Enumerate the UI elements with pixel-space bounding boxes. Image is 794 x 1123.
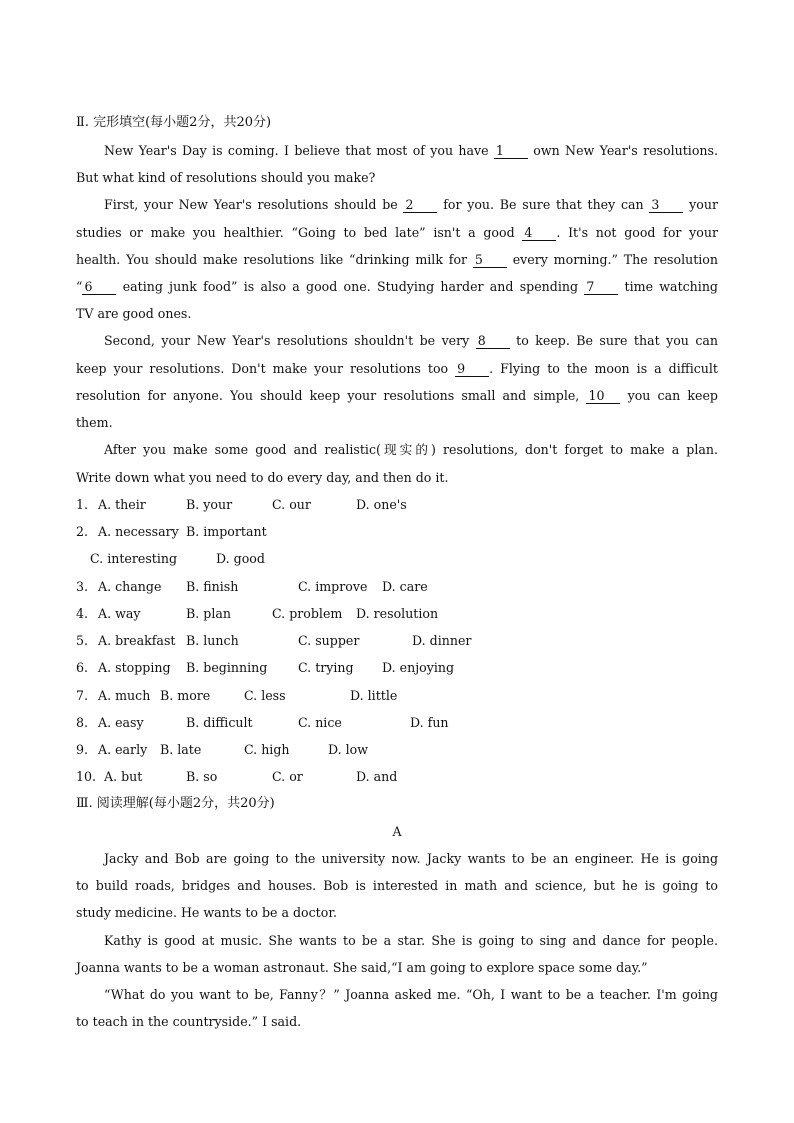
option-c[interactable]: C. trying [298, 660, 354, 675]
option-a[interactable]: A. change [98, 579, 162, 594]
section-3-title: Ⅲ. 阅读理解(每小题2分，共20分) [76, 796, 275, 811]
option-b[interactable]: B. important [186, 524, 267, 539]
blank-4[interactable]: 4 [522, 226, 556, 241]
document-page: Ⅱ. 完形填空(每小题2分，共20分) New Year's Day is coming. I believe that most of you have 1 own New Year's resolutions. But what kind of resolutions should you make? First, your New Year's resolutions should be 2 for you. Be sure that they can 3 your studies or make you healthier. “Going to bed late” isn't a good 4 . It's not good for your health. You should make resolutions like “drinking milk for 5 every morning.” The resolution “ 6 eating junk food” is also a good one. Studying harder and spending 7 time watching TV are good ones. Second, your New Year's resolutions shouldn't be very 8 to keep. Be sure that you can keep your resolutions. Don't make your resolutions too 9 . Flying to the moon is a difficult resolution for anyone. You should keep your resolutions small and simple, 10 you can keep them. After you make some good and realistic(现实的) resolutions, don't forget to make a plan. Write down what you need to do every day, and then do it. 1. A. their B. your C. our D. one's 2. A. necessary B. important C. interesting D. good 3. A. change B. finish C. improve D. care 4. A. way B. plan C. problem D. resolution 5. A. breakfast B. lunch C. supper D. dinner 6. A. stopping B. beginning C. trying D. enjoying 7. A. much B. more C. less D. little 8. A. easy B. difficult C. nice D. fun 9. A. early B. late C. high D. low 10. A. but B. so C. or D. and Ⅲ. 阅读理解(每小题2分，共20分) A Jacky and Bob are going to the university now. Jacky wants to be an engineer. He is going to build roads, bridges and houses. Bob is interested in math and science, but he is going to study medicine. He wants to be a doctor. Kathy is good at music. She wants to be a star. She is going to sing and dance for people. Joanna wants to be a woman astronaut. She said,“I am going to explore space some day.” “What do you want to be, Fanny？” Joanna asked me. “Oh, I want to be a teacher. I'm going to teach in the countryside.” I said. [0, 0, 794, 1123]
option-b[interactable]: B. your [186, 497, 233, 512]
option-c[interactable]: C. supper [298, 633, 360, 648]
passage-a-p3-line-2: to teach in the countryside.” I said. [76, 1014, 302, 1029]
option-c[interactable]: C. interesting [90, 551, 178, 566]
blank-3[interactable]: 3 [649, 198, 683, 213]
option-b[interactable]: B. more [160, 688, 211, 703]
paragraph-3-line-2: keep your resolutions. Don't make your resolutions too 9 . Flying to the moon is a difficult [76, 361, 718, 376]
option-d[interactable]: D. low [328, 742, 369, 757]
option-d[interactable]: D. one's [356, 497, 407, 512]
paragraph-3-line-1: Second, your New Year's resolutions shouldn't be very 8 to keep. Be sure that you can [104, 333, 719, 348]
paragraph-2-line-3: health. You should make resolutions like “drinking milk for 5 every morning.” The resolution [76, 252, 719, 267]
option-b[interactable]: B. difficult [186, 715, 253, 730]
passage-a-p2-line-2: Joanna wants to be a woman astronaut. She said,“I am going to explore space some day.” [76, 960, 648, 975]
option-d[interactable]: D. dinner [412, 633, 472, 648]
option-a[interactable]: A. much [98, 688, 151, 703]
blank-10[interactable]: 10 [586, 389, 620, 404]
option-c[interactable]: C. nice [298, 715, 342, 730]
option-a[interactable]: A. but [104, 769, 143, 784]
option-b[interactable]: B. lunch [186, 633, 239, 648]
option-d[interactable]: D. fun [410, 715, 449, 730]
option-a[interactable]: A. easy [98, 715, 144, 730]
option-b[interactable]: B. late [160, 742, 202, 757]
blank-9[interactable]: 9 [455, 362, 489, 377]
passage-label: A [392, 824, 402, 839]
paragraph-1-line-2: But what kind of resolutions should you make? [76, 170, 376, 185]
option-b[interactable]: B. so [186, 769, 218, 784]
passage-a-p2-line-1: Kathy is good at music. She wants to be a star. She is going to sing and dance for people. [104, 933, 718, 948]
option-d[interactable]: D. enjoying [382, 660, 455, 675]
paragraph-2-line-5: TV are good ones. [76, 306, 192, 321]
option-c[interactable]: C. less [244, 688, 286, 703]
option-a[interactable]: A. stopping [98, 660, 171, 675]
option-d[interactable]: D. and [356, 769, 398, 784]
passage-a-p3-line-1: “What do you want to be, Fanny？” Joanna asked me. “Oh, I want to be a teacher. I'm going [104, 987, 718, 1002]
option-b[interactable]: B. finish [186, 579, 239, 594]
option-a[interactable]: A. early [98, 742, 148, 757]
option-d[interactable]: D. care [382, 579, 428, 594]
option-c[interactable]: C. or [272, 769, 303, 784]
option-b[interactable]: B. beginning [186, 660, 268, 675]
passage-a-p1-line-3: study medicine. He wants to be a doctor. [76, 905, 337, 920]
blank-8[interactable]: 8 [476, 334, 510, 349]
option-d[interactable]: D. good [216, 551, 265, 566]
option-b[interactable]: B. plan [186, 606, 231, 621]
option-a[interactable]: A. way [98, 606, 141, 621]
paragraph-4-line-1: After you make some good and realistic(现实的) resolutions, don't forget to make a plan. [104, 442, 718, 457]
option-c[interactable]: C. high [244, 742, 290, 757]
passage-a-p1-line-1: Jacky and Bob are going to the university now. Jacky wants to be an engineer. He is going [104, 851, 718, 866]
paragraph-4-line-2: Write down what you need to do every day, and then do it. [76, 470, 449, 485]
blank-1[interactable]: 1 [494, 144, 528, 159]
section-2-title: Ⅱ. 完形填空(每小题2分，共20分) [76, 115, 272, 130]
blank-6[interactable]: 6 [82, 280, 116, 295]
passage-a-p1-line-2: to build roads, bridges and houses. Bob is interested in math and science, but he is going to [76, 878, 718, 893]
option-a[interactable]: A. necessary [98, 524, 179, 539]
option-c[interactable]: C. improve [298, 579, 368, 594]
paragraph-2-line-2: studies or make you healthier. “Going to bed late” isn't a good 4 . It's not good for your [76, 225, 718, 240]
blank-5[interactable]: 5 [473, 253, 507, 268]
blank-7[interactable]: 7 [584, 280, 618, 295]
paragraph-2-line-4: “ 6 eating junk food” is also a good one. Studying harder and spending 7 time watching [76, 279, 718, 294]
paragraph-3-line-3: resolution for anyone. You should keep your resolutions small and simple, 10 you can keep [76, 388, 718, 403]
paragraph-3-line-4: them. [76, 415, 113, 430]
paragraph-2-line-1: First, your New Year's resolutions should be 2 for you. Be sure that they can 3 your [104, 197, 718, 212]
option-a[interactable]: A. their [98, 497, 146, 512]
option-d[interactable]: D. resolution [356, 606, 439, 621]
option-c[interactable]: C. problem [272, 606, 343, 621]
paragraph-1-line-1: New Year's Day is coming. I believe that most of you have 1 own New Year's resolutions. [104, 143, 718, 158]
option-c[interactable]: C. our [272, 497, 311, 512]
blank-2[interactable]: 2 [403, 198, 437, 213]
option-a[interactable]: A. breakfast [98, 633, 176, 648]
option-d[interactable]: D. little [350, 688, 398, 703]
